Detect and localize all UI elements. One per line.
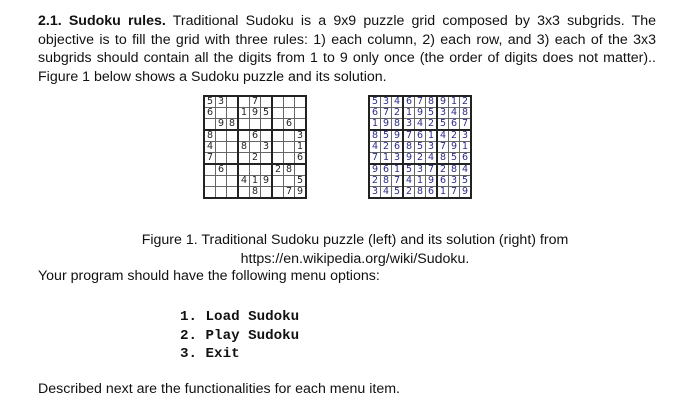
grid-cell <box>261 153 273 165</box>
grid-cell: 1 <box>369 119 381 131</box>
grid-cell <box>295 119 307 131</box>
grid-cell: 9 <box>261 176 273 187</box>
grid-cell <box>250 142 261 153</box>
grid-cell: 3 <box>449 176 460 187</box>
grid-cell: 9 <box>437 96 449 108</box>
grid-row <box>204 164 306 176</box>
menu-options-list <box>180 308 299 364</box>
grid-cell <box>227 153 239 165</box>
grid-cell: 4 <box>381 187 392 199</box>
grid-cell: 2 <box>272 164 284 176</box>
grid-cell: 5 <box>392 187 404 199</box>
grid-cell: 2 <box>403 187 415 199</box>
grid-cell: 3 <box>369 187 381 199</box>
grid-cell: 1 <box>392 164 404 176</box>
grid-cell: 7 <box>369 153 381 165</box>
grid-cell: 8 <box>403 142 415 153</box>
grid-cell: 9 <box>216 119 227 131</box>
grid-cell <box>295 96 307 108</box>
grid-cell: 6 <box>437 176 449 187</box>
grid-cell: 1 <box>437 187 449 199</box>
rules-paragraph <box>38 12 656 86</box>
grid-cell: 4 <box>392 96 404 108</box>
grid-cell <box>238 96 250 108</box>
grid-cell <box>295 108 307 119</box>
grid-cell: 1 <box>403 108 415 119</box>
grid-row <box>369 96 471 108</box>
grid-cell <box>261 119 273 131</box>
grid-row <box>204 108 306 119</box>
grid-cell: 8 <box>250 187 261 199</box>
grid-cell: 6 <box>460 153 472 165</box>
grid-cell <box>216 130 227 142</box>
grid-cell: 9 <box>449 142 460 153</box>
grid-row <box>204 187 306 199</box>
grid-cell <box>272 119 284 131</box>
grid-cell <box>216 187 227 199</box>
grid-cell: 7 <box>437 142 449 153</box>
grid-cell: 8 <box>392 119 404 131</box>
grid-cell: 3 <box>403 119 415 131</box>
grid-cell: 9 <box>369 164 381 176</box>
grid-cell <box>284 96 295 108</box>
grid-cell: 7 <box>204 153 216 165</box>
grid-cell <box>250 119 261 131</box>
grid-cell: 4 <box>238 176 250 187</box>
grid-cell: 5 <box>381 130 392 142</box>
rules-text: Traditional Sudoku is a 9x9 puzzle grid composed by 3x3 subgrids. The objective is to fill the grid with three rules: 1) each column, 2) each row, and 3) each of the 3x3 subgrids should contain all the digits from 1 to 9 only once (the order of digits does not matter).. Figure 1 below shows a Sudoku puzzle and its solution. <box>38 13 657 85</box>
grid-cell <box>284 153 295 165</box>
grid-cell: 8 <box>238 142 250 153</box>
grid-cell: 8 <box>460 108 472 119</box>
grid-cell: 6 <box>295 153 307 165</box>
grid-cell <box>250 164 261 176</box>
grid-cell: 7 <box>460 119 472 131</box>
grid-cell: 9 <box>392 130 404 142</box>
grid-cell: 3 <box>381 96 392 108</box>
grid-cell: 6 <box>392 142 404 153</box>
grid-cell <box>261 96 273 108</box>
grid-cell <box>261 130 273 142</box>
grid-cell <box>238 187 250 199</box>
grid-cell: 1 <box>460 142 472 153</box>
grid-cell: 4 <box>403 176 415 187</box>
grid-row <box>369 176 471 187</box>
grid-cell <box>295 164 307 176</box>
grid-cell: 1 <box>381 153 392 165</box>
grid-cell: 3 <box>295 130 307 142</box>
grid-cell: 6 <box>381 164 392 176</box>
grid-cell: 1 <box>426 130 438 142</box>
grid-cell: 4 <box>449 108 460 119</box>
grid-cell <box>238 153 250 165</box>
menu-option-exit: 3. Exit <box>180 346 240 363</box>
grid-cell <box>216 142 227 153</box>
grid-row <box>369 142 471 153</box>
caption-line-2: https://en.wikipedia.org/wiki/Sudoku. <box>240 251 470 267</box>
grid-row <box>369 153 471 165</box>
grid-cell <box>216 108 227 119</box>
grid-cell: 5 <box>437 119 449 131</box>
grid-cell: 2 <box>460 96 472 108</box>
grid-cell <box>284 130 295 142</box>
grid-cell <box>272 176 284 187</box>
grid-cell: 3 <box>460 130 472 142</box>
menu-option-play: 2. Play Sudoku <box>180 327 300 344</box>
grid-cell: 3 <box>216 96 227 108</box>
grid-cell: 2 <box>250 153 261 165</box>
grid-cell: 2 <box>426 119 438 131</box>
grid-cell: 7 <box>449 187 460 199</box>
grid-cell <box>227 187 239 199</box>
grid-cell: 3 <box>426 142 438 153</box>
grid-cell: 7 <box>381 108 392 119</box>
section-heading: 2.1. Sudoku rules. <box>38 13 166 29</box>
grid-row <box>204 96 306 108</box>
grid-cell: 5 <box>449 153 460 165</box>
grid-cell <box>272 108 284 119</box>
grid-cell <box>227 130 239 142</box>
grid-row <box>369 108 471 119</box>
grid-cell: 4 <box>437 130 449 142</box>
grid-cell: 8 <box>437 153 449 165</box>
grid-cell: 1 <box>238 108 250 119</box>
grid-cell: 2 <box>437 164 449 176</box>
grid-cell <box>227 142 239 153</box>
caption-line-1: Figure 1. Traditional Sudoku puzzle (left) and its solution (right) from <box>141 232 569 248</box>
grid-cell <box>238 130 250 142</box>
grid-cell <box>227 164 239 176</box>
grid-row <box>369 187 471 199</box>
grid-cell: 9 <box>403 153 415 165</box>
grid-cell: 7 <box>415 96 426 108</box>
grid-row <box>369 164 471 176</box>
grid-cell <box>261 164 273 176</box>
grid-cell: 3 <box>437 108 449 119</box>
grid-cell: 5 <box>460 176 472 187</box>
grid-cell: 5 <box>204 96 216 108</box>
grid-cell: 7 <box>426 164 438 176</box>
grid-cell <box>216 153 227 165</box>
grid-cell: 6 <box>369 108 381 119</box>
sudoku-puzzle-grid <box>203 95 307 199</box>
grid-cell <box>204 187 216 199</box>
grid-row <box>204 130 306 142</box>
grid-cell: 8 <box>426 96 438 108</box>
grid-cell <box>284 108 295 119</box>
grid-cell <box>284 142 295 153</box>
grid-cell: 9 <box>460 187 472 199</box>
grid-cell: 7 <box>403 130 415 142</box>
grid-cell: 5 <box>415 142 426 153</box>
grid-cell: 6 <box>250 130 261 142</box>
menu-option-load: 1. Load Sudoku <box>180 309 300 325</box>
closing-sentence: Described next are the functionalities for each menu item. <box>38 381 400 397</box>
grid-cell: 7 <box>250 96 261 108</box>
grid-cell: 9 <box>250 108 261 119</box>
grid-cell: 8 <box>449 164 460 176</box>
grid-cell: 6 <box>204 108 216 119</box>
grid-row <box>204 153 306 165</box>
grid-cell <box>272 187 284 199</box>
grid-cell: 1 <box>415 176 426 187</box>
grid-row <box>204 176 306 187</box>
grid-row <box>369 130 471 142</box>
grid-cell: 9 <box>295 187 307 199</box>
grid-cell: 5 <box>261 108 273 119</box>
grid-row <box>204 142 306 153</box>
grid-cell: 7 <box>284 187 295 199</box>
grid-cell: 2 <box>415 153 426 165</box>
grid-cell <box>227 176 239 187</box>
grid-cell: 8 <box>204 130 216 142</box>
grid-cell <box>227 96 239 108</box>
grid-cell: 8 <box>227 119 239 131</box>
grid-cell <box>216 176 227 187</box>
grid-cell: 4 <box>204 142 216 153</box>
grid-cell <box>272 130 284 142</box>
grid-cell: 5 <box>369 96 381 108</box>
grid-cell: 7 <box>392 176 404 187</box>
menu-intro: Your program should have the following menu options: <box>38 268 380 284</box>
grid-cell <box>227 108 239 119</box>
grid-cell: 3 <box>392 153 404 165</box>
grid-cell: 4 <box>460 164 472 176</box>
grid-cell <box>284 176 295 187</box>
grid-cell: 6 <box>284 119 295 131</box>
grid-row <box>369 119 471 131</box>
grid-row <box>204 119 306 131</box>
grid-cell <box>238 119 250 131</box>
grid-cell: 5 <box>426 108 438 119</box>
grid-cell: 2 <box>381 142 392 153</box>
grid-cell: 9 <box>426 176 438 187</box>
grid-cell: 9 <box>415 108 426 119</box>
grid-cell <box>204 119 216 131</box>
grid-cell <box>204 164 216 176</box>
grid-cell: 8 <box>284 164 295 176</box>
grid-cell: 4 <box>369 142 381 153</box>
grid-cell <box>261 187 273 199</box>
sudoku-solution-grid <box>368 95 472 199</box>
grid-cell <box>272 153 284 165</box>
grid-cell: 8 <box>369 130 381 142</box>
grid-cell: 5 <box>295 176 307 187</box>
grid-cell: 9 <box>381 119 392 131</box>
figure-caption <box>120 231 590 269</box>
grid-cell: 2 <box>369 176 381 187</box>
grid-cell: 6 <box>403 96 415 108</box>
grid-cell: 8 <box>381 176 392 187</box>
grid-cell: 4 <box>415 119 426 131</box>
grid-cell: 5 <box>403 164 415 176</box>
grid-cell: 3 <box>261 142 273 153</box>
grid-cell: 1 <box>295 142 307 153</box>
grid-cell: 1 <box>449 96 460 108</box>
grid-cell <box>238 164 250 176</box>
grid-cell: 2 <box>449 130 460 142</box>
grid-cell: 3 <box>415 164 426 176</box>
grid-cell: 1 <box>250 176 261 187</box>
grid-cell: 6 <box>426 187 438 199</box>
grid-cell: 4 <box>426 153 438 165</box>
grid-cell: 6 <box>415 130 426 142</box>
grid-cell: 8 <box>415 187 426 199</box>
grid-cell: 6 <box>449 119 460 131</box>
grid-cell <box>272 96 284 108</box>
grid-cell: 6 <box>216 164 227 176</box>
grid-cell: 2 <box>392 108 404 119</box>
grid-cell <box>272 142 284 153</box>
grid-cell <box>204 176 216 187</box>
